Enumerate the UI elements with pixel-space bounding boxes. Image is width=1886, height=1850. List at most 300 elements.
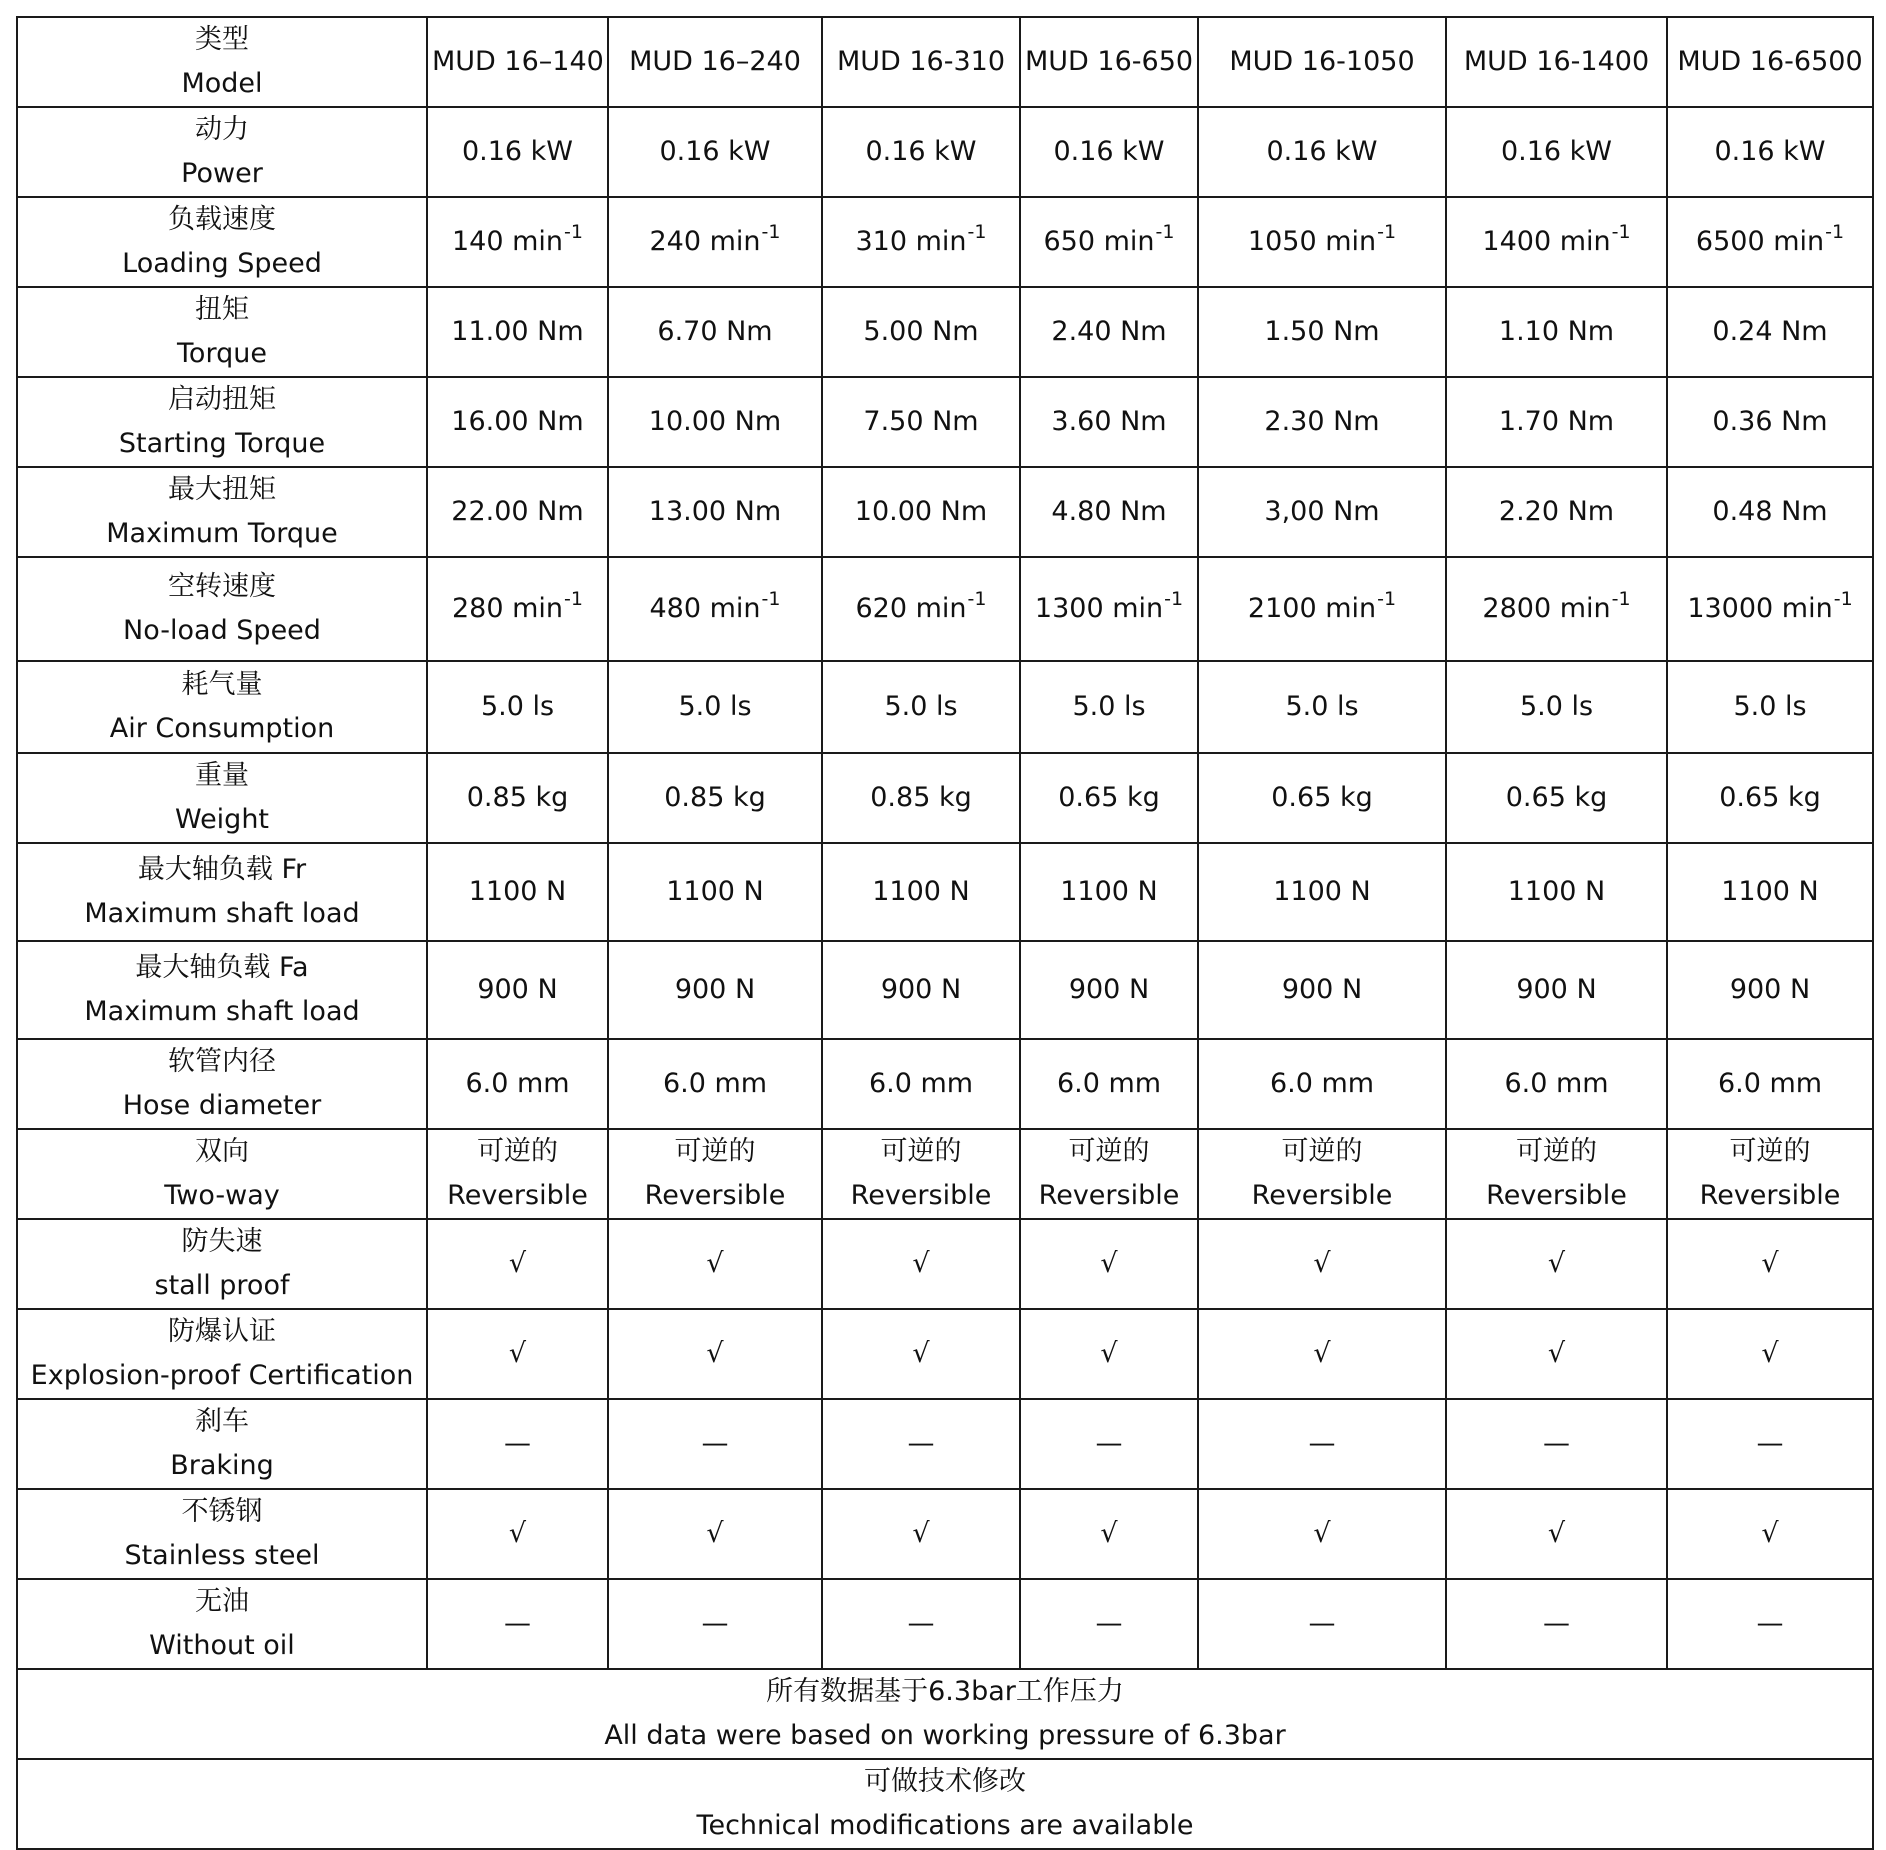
value-text: 0.65 kg: [1271, 782, 1373, 813]
value-cell: [427, 107, 608, 197]
row-label-cell: [17, 753, 427, 843]
value-cell: [427, 1309, 608, 1399]
value-text: √: [912, 1518, 930, 1549]
value-cell: [822, 467, 1020, 557]
value-text: 1.10 Nm: [1498, 316, 1615, 347]
spec-row-without-oil: [17, 1579, 1873, 1669]
value-exponent: -1: [564, 221, 583, 243]
value-cell: [1198, 1129, 1446, 1219]
value-text: 0.48 Nm: [1712, 496, 1828, 527]
value-cell: [1667, 1129, 1873, 1219]
value-zh: 可逆的: [880, 1136, 962, 1167]
value-text: 5.0 ls: [1733, 691, 1807, 722]
value-cell: [1020, 661, 1198, 753]
value-text: 0.65 kg: [1719, 782, 1821, 813]
value-text: 0.36 Nm: [1712, 406, 1828, 437]
value-exponent: -1: [1164, 588, 1184, 610]
value-en: Reversible: [1699, 1180, 1841, 1211]
value-cell: [822, 557, 1020, 661]
value-text: √: [706, 1518, 724, 1549]
value-cell: [427, 1489, 608, 1579]
value-cell: [1446, 557, 1667, 661]
value-cell: [1446, 197, 1667, 287]
value-text: √: [1313, 1338, 1331, 1369]
row-label-cell: [17, 661, 427, 753]
spec-row-two-way: [17, 1129, 1873, 1219]
value-text: 900 N: [1729, 974, 1811, 1005]
value-cell: [1198, 1489, 1446, 1579]
row-label-zh: 无油: [195, 1586, 249, 1617]
value-cell: [822, 1489, 1020, 1579]
value-text: —: [1095, 1608, 1123, 1639]
value-cell: [822, 1309, 1020, 1399]
row-label-cell: [17, 557, 427, 661]
value-cell: [1020, 1489, 1198, 1579]
value-cell: [427, 467, 608, 557]
value-cell: [608, 1309, 822, 1399]
value-cell: [1198, 661, 1446, 753]
value-cell: [608, 1399, 822, 1489]
spec-table: [16, 16, 1874, 1850]
value-exponent: -1: [761, 221, 781, 243]
value-text: √: [912, 1338, 930, 1369]
value-cell: [1198, 1309, 1446, 1399]
header-label-cell: [17, 17, 427, 107]
value-cell: [1446, 661, 1667, 753]
model-header: MUD 16-310: [822, 17, 1020, 107]
value-en: Reversible: [1486, 1180, 1627, 1211]
value-zh: 可逆的: [1729, 1136, 1811, 1167]
value-text: √: [912, 1248, 930, 1279]
value-cell: [1198, 377, 1446, 467]
value-text: 900 N: [1068, 974, 1150, 1005]
row-label-zh: 双向: [195, 1136, 249, 1167]
value-exponent: -1: [761, 588, 781, 610]
spec-row-hose-diameter: [17, 1039, 1873, 1129]
spec-row-max-shaft-load-fr: [17, 843, 1873, 941]
spec-body: [17, 17, 1873, 1669]
value-exponent: -1: [1377, 221, 1397, 243]
value-cell: [1198, 107, 1446, 197]
value-text: √: [508, 1248, 527, 1279]
value-text: 0.16 kW: [1714, 136, 1826, 167]
row-label-en: Two-way: [164, 1180, 280, 1211]
row-label-cell: [17, 287, 427, 377]
value-cell: [608, 287, 822, 377]
value-text: 2100 min: [1247, 593, 1377, 624]
footer-pressure-zh: 所有数据基于6.3bar工作压力: [766, 1676, 1124, 1707]
footer-row-modification: [17, 1759, 1873, 1849]
value-cell: [427, 1039, 608, 1129]
value-text: √: [1761, 1248, 1779, 1279]
value-cell: [1667, 753, 1873, 843]
row-label-zh: 防爆认证: [168, 1316, 276, 1347]
value-cell: [427, 1399, 608, 1489]
value-text: 5.0 ls: [1519, 691, 1594, 722]
value-cell: [1020, 1579, 1198, 1669]
value-cell: [1020, 1039, 1198, 1129]
value-text: √: [1547, 1248, 1566, 1279]
value-text: 0.16 kW: [659, 136, 771, 167]
value-text: 1100 N: [1721, 876, 1819, 907]
value-text: —: [701, 1608, 729, 1639]
value-cell: [427, 1219, 608, 1309]
value-cell: [1198, 287, 1446, 377]
value-cell: [1667, 843, 1873, 941]
model-header: MUD 16-1050: [1198, 17, 1446, 107]
row-label-cell: [17, 843, 427, 941]
value-text: 10.00 Nm: [854, 496, 988, 527]
value-text: —: [1543, 1608, 1570, 1639]
spec-row-stainless-steel: [17, 1489, 1873, 1579]
value-cell: [1446, 753, 1667, 843]
row-label-en: Braking: [170, 1450, 274, 1481]
spec-row-maximum-torque: [17, 467, 1873, 557]
row-label-en: Hose diameter: [122, 1090, 322, 1121]
value-en: Reversible: [447, 1180, 588, 1211]
model-header: MUD 16–140: [427, 17, 608, 107]
value-text: √: [508, 1518, 527, 1549]
value-cell: [1667, 557, 1873, 661]
value-text: 240 min: [649, 226, 761, 257]
value-text: √: [1761, 1518, 1779, 1549]
value-text: 620 min: [855, 593, 967, 624]
value-cell: [1446, 1489, 1667, 1579]
value-text: —: [1308, 1608, 1336, 1639]
value-text: 2.30 Nm: [1264, 406, 1380, 437]
value-text: 280 min: [452, 593, 564, 624]
value-text: 16.00 Nm: [451, 406, 584, 437]
value-cell: [1667, 941, 1873, 1039]
row-label-zh: 最大轴负载 Fa: [135, 952, 309, 983]
value-text: √: [1761, 1338, 1779, 1369]
row-label-zh: 防失速: [181, 1226, 263, 1257]
value-cell: [608, 1219, 822, 1309]
spec-row-explosion-proof: [17, 1309, 1873, 1399]
row-label-zh: 动力: [195, 114, 249, 145]
value-zh: 可逆的: [477, 1136, 558, 1167]
row-label-en: Explosion-proof Certification: [30, 1360, 414, 1391]
value-text: √: [1547, 1338, 1566, 1369]
value-cell: [822, 197, 1020, 287]
value-cell: [822, 1039, 1020, 1129]
value-cell: [1667, 1489, 1873, 1579]
value-text: 6500 min: [1695, 226, 1825, 257]
value-cell: [822, 941, 1020, 1039]
row-label-en: Stainless steel: [124, 1540, 320, 1571]
value-cell: [822, 1399, 1020, 1489]
value-cell: [1198, 753, 1446, 843]
value-text: 5.00 Nm: [863, 316, 979, 347]
model-header: MUD 16-6500: [1667, 17, 1873, 107]
value-cell: [822, 1579, 1020, 1669]
value-text: √: [508, 1338, 527, 1369]
value-text: —: [1756, 1428, 1784, 1459]
value-text: 11.00 Nm: [451, 316, 584, 347]
spec-row-loading-speed: [17, 197, 1873, 287]
value-text: 13.00 Nm: [648, 496, 782, 527]
value-cell: [1446, 941, 1667, 1039]
row-label-cell: [17, 941, 427, 1039]
value-text: 1100 N: [872, 876, 970, 907]
footer-modification-zh: 可做技术修改: [864, 1766, 1026, 1797]
value-cell: [427, 1579, 608, 1669]
value-text: 140 min: [452, 226, 564, 257]
row-label-zh: 最大轴负载 Fr: [137, 854, 307, 885]
value-cell: [1446, 1129, 1667, 1219]
value-cell: [427, 377, 608, 467]
value-cell: [427, 941, 608, 1039]
value-en: Reversible: [1038, 1180, 1180, 1211]
value-cell: [1667, 467, 1873, 557]
row-label-zh: 软管内径: [168, 1046, 276, 1077]
value-text: √: [1100, 1248, 1118, 1279]
value-text: 0.16 kW: [1500, 136, 1613, 167]
value-text: 900 N: [1281, 974, 1363, 1005]
value-cell: [608, 1489, 822, 1579]
value-text: 1050 min: [1247, 226, 1377, 257]
value-cell: [1020, 753, 1198, 843]
value-cell: [1020, 843, 1198, 941]
row-label-cell: [17, 197, 427, 287]
value-exponent: -1: [1155, 221, 1175, 243]
value-cell: [427, 1129, 608, 1219]
row-label-zh: 负载速度: [168, 204, 276, 235]
row-label-cell: [17, 1309, 427, 1399]
row-label-cell: [17, 377, 427, 467]
value-cell: [427, 197, 608, 287]
value-text: 6.70 Nm: [657, 316, 773, 347]
value-text: 5.0 ls: [678, 691, 752, 722]
value-text: 2.20 Nm: [1498, 496, 1615, 527]
value-cell: [608, 843, 822, 941]
value-cell: [1667, 1399, 1873, 1489]
value-text: —: [1543, 1428, 1570, 1459]
value-text: 1.70 Nm: [1498, 406, 1615, 437]
value-cell: [608, 107, 822, 197]
value-text: 0.16 kW: [1266, 136, 1378, 167]
value-cell: [608, 197, 822, 287]
value-cell: [1198, 1399, 1446, 1489]
value-cell: [1667, 287, 1873, 377]
value-text: —: [907, 1608, 935, 1639]
spec-row-starting-torque: [17, 377, 1873, 467]
value-text: 1100 N: [468, 876, 567, 907]
value-cell: [1020, 197, 1198, 287]
value-text: 6.0 mm: [662, 1068, 768, 1099]
value-cell: [822, 107, 1020, 197]
value-en: Reversible: [644, 1180, 786, 1211]
value-cell: [1020, 1399, 1198, 1489]
value-cell: [1198, 197, 1446, 287]
value-cell: [1446, 1039, 1667, 1129]
value-cell: [1198, 843, 1446, 941]
footer-body: [17, 1669, 1873, 1849]
value-cell: [1446, 467, 1667, 557]
value-text: 0.16 kW: [461, 136, 574, 167]
value-cell: [1020, 1309, 1198, 1399]
row-label-cell: [17, 467, 427, 557]
value-cell: [1667, 107, 1873, 197]
spec-row-stall-proof: [17, 1219, 1873, 1309]
value-cell: [1198, 1219, 1446, 1309]
row-label-en: Starting Torque: [118, 428, 326, 459]
footer-pressure-en: All data were based on working pressure of 6.3bar: [604, 1720, 1286, 1751]
value-text: 1.50 Nm: [1264, 316, 1380, 347]
value-cell: [1020, 287, 1198, 377]
value-text: 6.0 mm: [1717, 1068, 1823, 1099]
value-text: 13000 min: [1687, 593, 1833, 624]
value-cell: [1198, 941, 1446, 1039]
value-text: 1100 N: [1507, 876, 1606, 907]
value-text: 900 N: [880, 974, 962, 1005]
value-cell: [608, 753, 822, 843]
footer-row-pressure: [17, 1669, 1873, 1759]
row-label-en: stall proof: [154, 1270, 290, 1301]
value-text: —: [1308, 1428, 1336, 1459]
value-exponent: -1: [1833, 588, 1853, 610]
row-label-zh: 空转速度: [168, 571, 276, 602]
value-text: 6.0 mm: [1269, 1068, 1375, 1099]
value-text: 1300 min: [1034, 593, 1164, 624]
value-exponent: -1: [564, 588, 583, 610]
value-cell: [1446, 1579, 1667, 1669]
spec-row-air-consumption: [17, 661, 1873, 753]
value-cell: [608, 1129, 822, 1219]
row-label-en: Weight: [174, 804, 270, 835]
spec-row-max-shaft-load-fa: [17, 941, 1873, 1039]
value-cell: [1198, 557, 1446, 661]
row-label-zh: 扭矩: [195, 294, 249, 325]
model-header: MUD 16-1400: [1446, 17, 1667, 107]
value-text: 0.85 kg: [664, 782, 766, 813]
row-label-zh: 启动扭矩: [168, 384, 276, 415]
row-label-en: No-load Speed: [123, 615, 321, 646]
value-cell: [1446, 843, 1667, 941]
value-cell: [1020, 467, 1198, 557]
value-text: —: [1756, 1608, 1784, 1639]
value-cell: [1446, 1399, 1667, 1489]
value-text: 6.0 mm: [1504, 1068, 1609, 1099]
row-label-cell: [17, 1129, 427, 1219]
value-cell: [427, 843, 608, 941]
row-label-cell: [17, 1219, 427, 1309]
model-header: MUD 16-650: [1020, 17, 1198, 107]
value-cell: [608, 377, 822, 467]
value-cell: [1667, 197, 1873, 287]
row-label-cell: [17, 107, 427, 197]
value-cell: [1198, 1579, 1446, 1669]
row-label-cell: [17, 1489, 427, 1579]
value-cell: [1667, 377, 1873, 467]
value-cell: [427, 287, 608, 377]
value-text: 22.00 Nm: [451, 496, 584, 527]
value-text: 900 N: [674, 974, 756, 1005]
value-text: 6.0 mm: [465, 1068, 570, 1099]
value-en: Reversible: [1251, 1180, 1393, 1211]
header-row: [17, 17, 1873, 107]
footer-modification-cell: [17, 1759, 1873, 1849]
row-label-en: Air Consumption: [109, 713, 335, 744]
value-text: —: [1095, 1428, 1123, 1459]
value-text: 0.65 kg: [1505, 782, 1608, 813]
value-cell: [822, 753, 1020, 843]
value-text: 0.16 kW: [865, 136, 977, 167]
value-text: √: [706, 1248, 724, 1279]
value-cell: [1667, 661, 1873, 753]
row-label-en: Power: [181, 158, 263, 189]
value-text: 2.40 Nm: [1051, 316, 1167, 347]
row-label-en: Maximum shaft load: [84, 898, 360, 929]
value-cell: [1667, 1309, 1873, 1399]
value-text: √: [1313, 1518, 1331, 1549]
row-label-en: Maximum shaft load: [84, 996, 360, 1027]
value-cell: [1446, 107, 1667, 197]
value-exponent: -1: [1611, 588, 1631, 610]
value-exponent: -1: [1611, 221, 1631, 243]
value-cell: [1667, 1219, 1873, 1309]
value-text: 6.0 mm: [868, 1068, 974, 1099]
spec-row-power: [17, 107, 1873, 197]
footer-modification-en: Technical modifications are available: [696, 1810, 1194, 1841]
value-text: √: [1100, 1338, 1118, 1369]
value-text: 1100 N: [1273, 876, 1371, 907]
value-exponent: -1: [1377, 588, 1397, 610]
value-text: 0.16 kW: [1053, 136, 1165, 167]
row-label-cell: [17, 1579, 427, 1669]
row-label-cell: [17, 1039, 427, 1129]
row-label-zh: 最大扭矩: [168, 474, 276, 505]
value-text: 3.60 Nm: [1051, 406, 1167, 437]
value-text: —: [504, 1608, 531, 1639]
value-cell: [822, 287, 1020, 377]
value-text: 310 min: [855, 226, 967, 257]
value-cell: [1020, 107, 1198, 197]
value-text: 2800 min: [1482, 593, 1611, 624]
value-cell: [427, 557, 608, 661]
value-text: 10.00 Nm: [648, 406, 782, 437]
value-zh: 可逆的: [1068, 1136, 1150, 1167]
value-cell: [1198, 467, 1446, 557]
value-cell: [1020, 557, 1198, 661]
value-text: 0.85 kg: [870, 782, 972, 813]
value-cell: [1020, 941, 1198, 1039]
model-header: MUD 16–240: [608, 17, 822, 107]
value-cell: [1020, 1219, 1198, 1309]
value-text: √: [706, 1338, 724, 1369]
value-cell: [822, 843, 1020, 941]
value-cell: [1020, 1129, 1198, 1219]
value-cell: [608, 467, 822, 557]
value-text: √: [1313, 1248, 1331, 1279]
row-label-zh: 耗气量: [181, 669, 263, 700]
value-cell: [822, 661, 1020, 753]
spec-row-weight: [17, 753, 1873, 843]
value-cell: [427, 661, 608, 753]
value-cell: [427, 753, 608, 843]
value-cell: [608, 1039, 822, 1129]
value-text: 1100 N: [1060, 876, 1158, 907]
value-text: —: [907, 1428, 935, 1459]
value-text: 5.0 ls: [1072, 691, 1146, 722]
spec-row-braking: [17, 1399, 1873, 1489]
spec-row-no-load-speed: [17, 557, 1873, 661]
row-label-zh: 不锈钢: [181, 1496, 263, 1527]
value-text: 1400 min: [1482, 226, 1611, 257]
value-cell: [1020, 377, 1198, 467]
value-text: √: [1547, 1518, 1566, 1549]
value-text: 900 N: [477, 974, 558, 1005]
